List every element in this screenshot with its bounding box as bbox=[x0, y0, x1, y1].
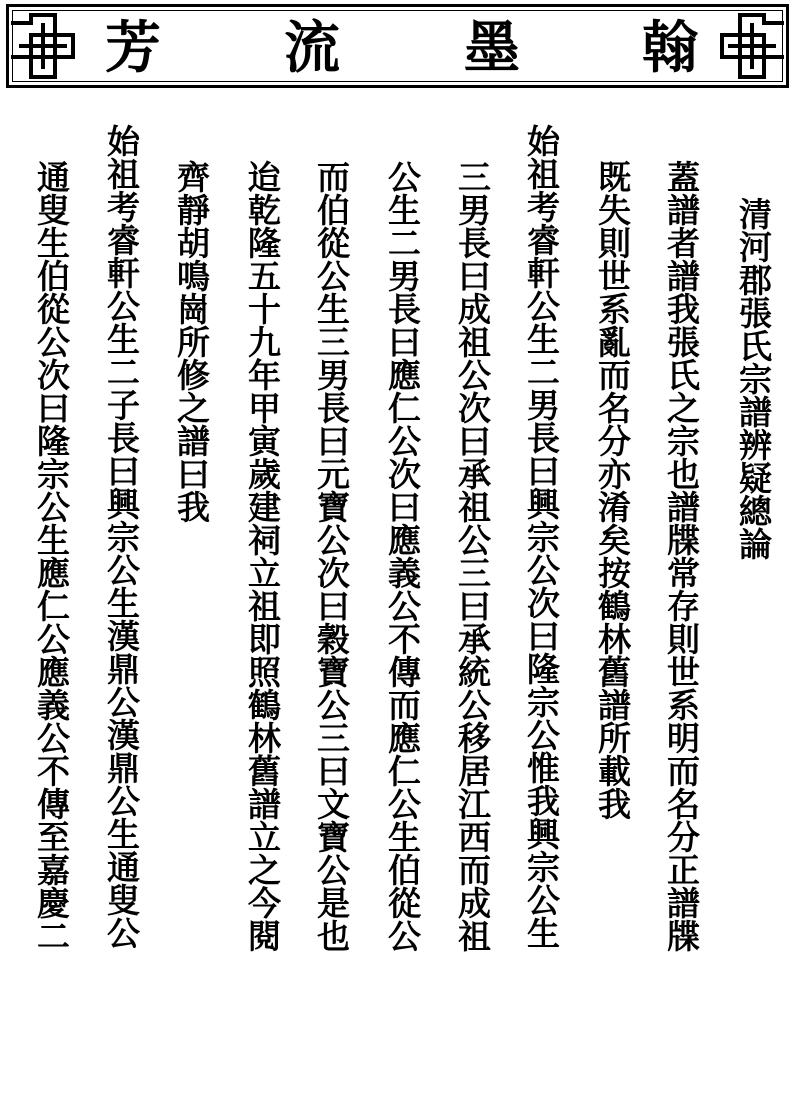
text-column-8: 迨乾隆五十九年甲寅歲建祠立祖即照鶴林舊譜立之今閱 bbox=[243, 160, 282, 952]
text-column-6: 公生二男長曰應仁公次曰應義公不傳而應仁公生伯從公 bbox=[383, 160, 422, 952]
fret-ornament-right bbox=[720, 13, 784, 79]
text-column-10: 始祖考睿軒公生二子長曰興宗公生漢鼎公漢鼎公生通叟公 bbox=[102, 124, 141, 949]
text-column-1: 清河郡張氏宗譜辨疑總論 bbox=[734, 197, 773, 560]
text-column-11: 通叟生伯從公次曰隆宗公生應仁公應義公不傳至嘉慶二 bbox=[32, 160, 71, 952]
banner-title-char: 芳 bbox=[105, 15, 161, 81]
text-column-9: 齊靜胡鳴崗所修之譜曰我 bbox=[172, 160, 211, 523]
text-column-2: 蓋譜者譜我張氏之宗也譜牒常存則世系明而名分正譜牒 bbox=[662, 160, 701, 952]
fret-ornament-left bbox=[11, 13, 75, 79]
banner-title-char: 流 bbox=[284, 15, 340, 81]
text-column-5: 三男長曰成祖公次曰承祖公三曰承統公移居江西而成祖 bbox=[453, 160, 492, 952]
title-banner bbox=[6, 4, 789, 88]
text-column-7: 而伯從公生三男長曰元寶公次曰穀寶公三曰文寶公是也 bbox=[312, 160, 351, 952]
banner-title-char: 翰 bbox=[642, 15, 698, 81]
text-column-3: 既失則世系亂而名分亦淆矣按鶴林舊譜所載我 bbox=[593, 160, 632, 820]
text-column-4: 始祖考睿軒公生二男長曰興宗公次曰隆宗公惟我興宗公生 bbox=[522, 124, 561, 949]
banner-title-char: 墨 bbox=[464, 15, 520, 81]
